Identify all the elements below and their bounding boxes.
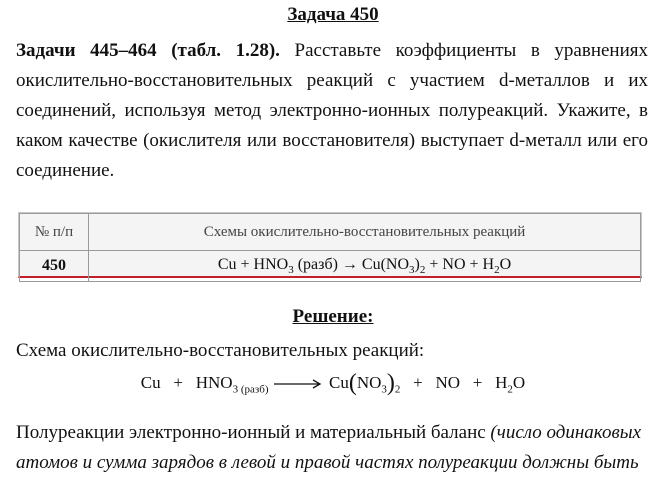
eq-sub-h2: 2 — [507, 383, 513, 396]
eq-plus-2: + — [413, 373, 423, 392]
eq-razb: (разб) — [240, 383, 269, 396]
reaction-arrow-icon — [273, 378, 325, 390]
eq-hno: HNO — [195, 373, 233, 392]
solution-title: Решение: — [292, 306, 374, 327]
eq-sub-3b: 3 — [381, 383, 387, 396]
reaction-formula: $Cu + HNO_3$ (разб) → $Cu(NO_3)_2$ + NO + $H_2O$ — [217, 255, 512, 277]
eq-plus-1: + — [173, 373, 183, 392]
reaction-equation: Cu + $HNO_{3 (разб)}$ $Cu(NO_3)_2$ + NO + $H_2O$ — [140, 370, 526, 396]
task-title: Задача 450 — [287, 4, 379, 25]
eq-o: O — [512, 373, 526, 392]
eq-sub-3: 3 — [232, 383, 239, 396]
table-header-number: № п/п — [20, 214, 89, 251]
task-description — [16, 36, 648, 186]
half-reactions-note: (число одинаковых — [490, 422, 642, 443]
eq-cu-2: Cu — [328, 373, 349, 392]
eq-plus-3: + — [472, 373, 483, 392]
eq-sub-2: 2 — [394, 383, 401, 396]
table-cell-number: 450 — [20, 251, 89, 282]
task-range-label: Задачи 445–464 (табл. 1.28). — [16, 40, 280, 61]
task-instructions: Расставьте коэффициенты в уравнениях окислительно-восстановительных реакций с участием d-металлов и их соединений, используя метод электронно-ионных полуреакций. Укажите, в каком качестве (окислителя или восстановителя) выступает d-металл или его соединение. — [16, 40, 649, 181]
eq-h: H — [495, 373, 508, 392]
table-header-schemes: Схемы окислительно-восстановительных реакций — [89, 214, 641, 251]
half-reactions-note-cont: атомов и сумма зарядов в левой и правой частях полуреакции должны быть — [16, 452, 639, 473]
table-row — [20, 251, 641, 282]
reaction-table — [18, 212, 642, 278]
table-cell-reaction — [89, 251, 641, 282]
half-reactions-text: Полуреакции электронно-ионный и материальный баланс — [16, 422, 491, 443]
half-reactions-paragraph — [16, 418, 656, 478]
table-header-row — [20, 214, 641, 251]
eq-no3: NO — [356, 373, 382, 392]
eq-cu: Cu — [140, 373, 161, 392]
eq-no: NO — [435, 373, 461, 392]
scheme-label: Схема окислительно-восстановительных реакций: — [16, 340, 425, 361]
